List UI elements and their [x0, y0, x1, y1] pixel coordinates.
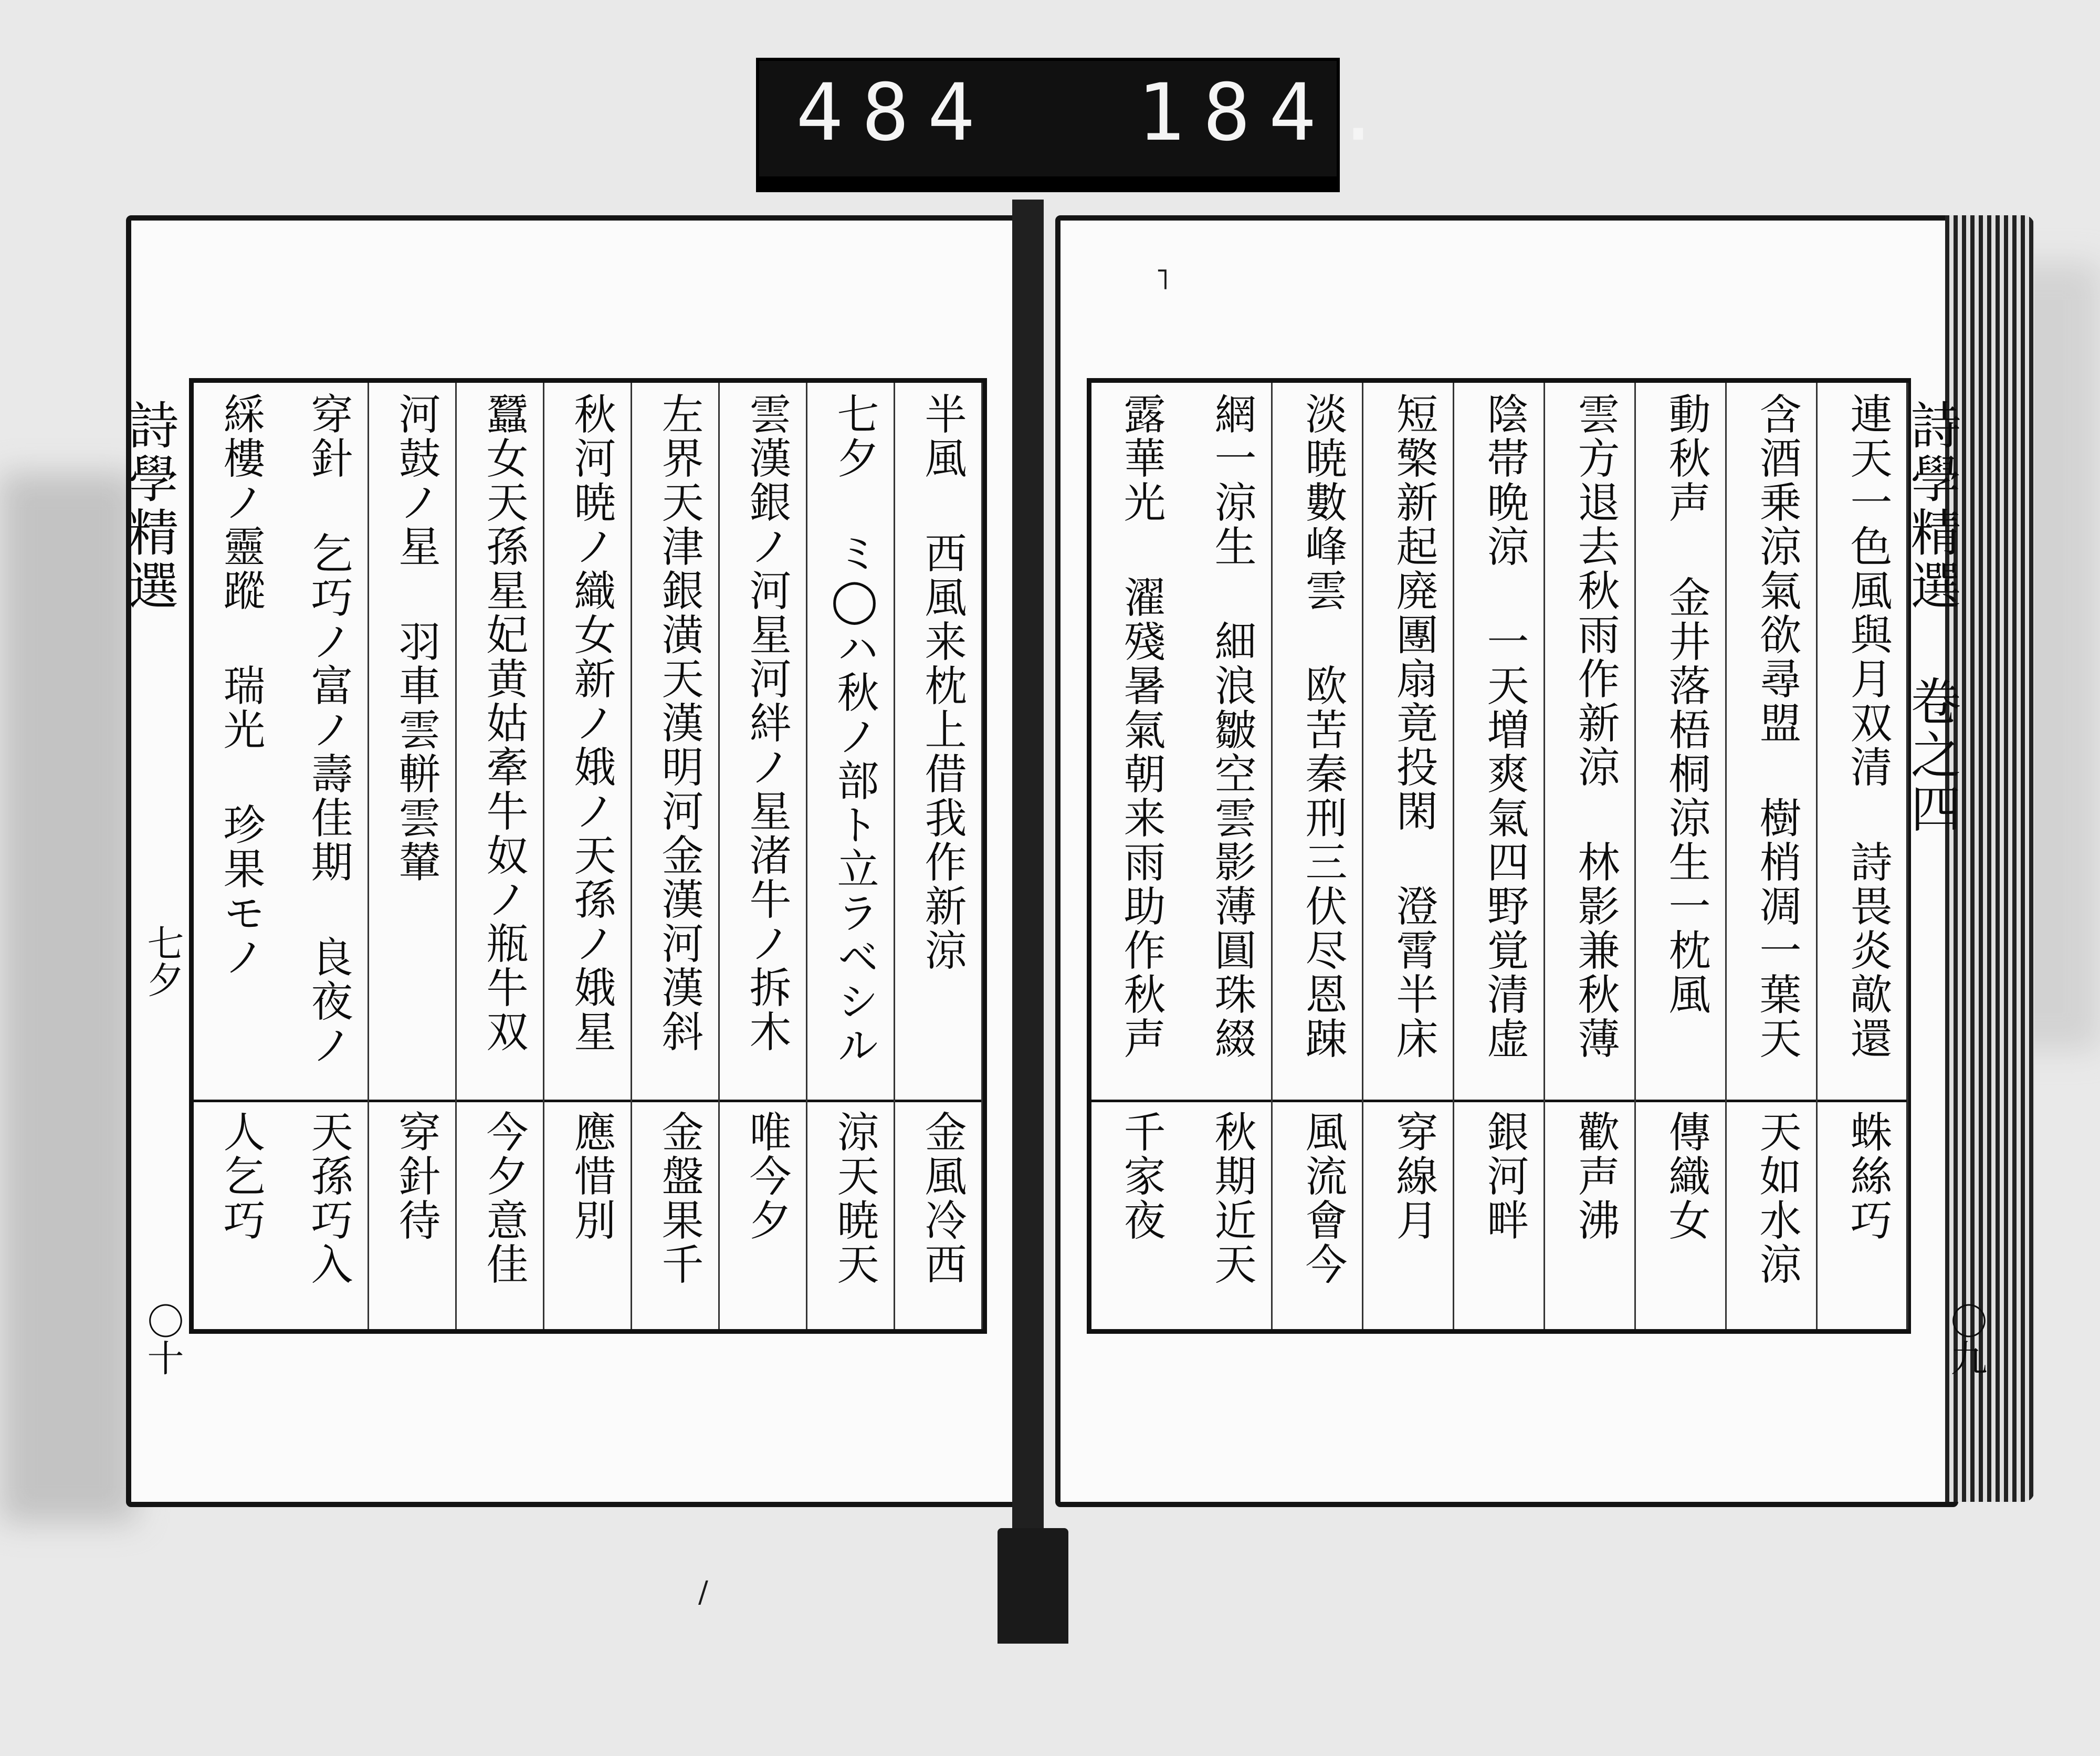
column-upper-text: 蠶女天孫星妃黄姑牽牛奴ノ瓶牛双	[479, 392, 528, 1054]
column-lower-text: 銀河畔	[1480, 1110, 1529, 1242]
text-column	[1642, 383, 1727, 1329]
column-upper-text: 短檠新起廃團扇竟投閑 澄霄半床	[1389, 392, 1438, 1061]
column-lower-text: 今夕意佳	[479, 1110, 528, 1287]
column-lower-text: 涼天暁天	[830, 1110, 879, 1287]
column-lower-text: 天孫巧入	[304, 1110, 353, 1287]
text-column	[635, 383, 720, 1329]
column-upper-text: 雲方退去秋雨作新涼 林影兼秋薄	[1571, 392, 1620, 1061]
text-column	[1461, 383, 1545, 1329]
spine-binding	[998, 1528, 1068, 1644]
column-lower-text: 穿針待	[392, 1110, 440, 1242]
column-lower-text: 千家夜	[1117, 1110, 1166, 1242]
column-lower-text: 唯今夕	[742, 1110, 791, 1242]
column-lower-text: 蛛絲巧	[1843, 1110, 1892, 1242]
column-lower-text: 秋期近天	[1208, 1110, 1256, 1287]
column-lower-text: 人乞巧	[216, 1110, 265, 1242]
text-column	[723, 383, 807, 1329]
text-column	[898, 383, 983, 1329]
text-column	[460, 383, 544, 1329]
column-lower-text: 天如水涼	[1752, 1110, 1801, 1287]
column-upper-text: 陰帯晩涼 一天増爽氣四野覚清虚	[1480, 392, 1529, 1061]
right-page-title: 詩學精選 卷之四	[1903, 399, 1961, 836]
label-number-a: 484	[796, 67, 993, 159]
left-section-label: 七夕	[141, 924, 184, 998]
text-column	[1097, 383, 1180, 1329]
text-column	[811, 383, 895, 1329]
column-lower-text: 應惜別	[567, 1110, 616, 1242]
right-text-frame	[1087, 378, 1911, 1334]
left-folio-number: 〇十	[141, 1302, 184, 1376]
text-column	[1370, 383, 1454, 1329]
column-upper-text: 動秋声 金井落梧桐涼生一枕風	[1662, 392, 1710, 1017]
column-upper-text: 綵樓ノ靈蹤 瑞光 珍果モノ	[216, 392, 265, 979]
column-upper-text: 雲漢銀ノ河星河絆ノ星渚牛ノ拆木	[742, 392, 791, 1054]
column-upper-text: 含酒乗涼氣欲尋盟 樹梢凋一葉天	[1752, 392, 1801, 1061]
right-folio-number: 〇九	[1945, 1302, 1988, 1376]
column-upper-text: 七夕 ミ◯ハ秋ノ部ト立ラベシル	[830, 392, 879, 1068]
column-upper-text: 連天一色風與月双清 詩畏炎歊還	[1843, 392, 1892, 1061]
column-upper-text: 穿針 乞巧ノ富ノ壽佳期 良夜ノ	[304, 392, 353, 1068]
column-upper-text: 淡暁數峰雲 欧苦秦刑三伏尽恩踈	[1298, 392, 1347, 1061]
text-column	[372, 383, 457, 1329]
label-number-b: 184.	[1137, 67, 1401, 159]
book-spine	[1012, 200, 1044, 1544]
column-upper-text: 河鼓ノ星 羽車雲軿雲輦	[392, 392, 440, 884]
text-column	[1279, 383, 1363, 1329]
text-column	[197, 383, 280, 1329]
left-text-frame	[189, 378, 987, 1334]
left-page-title: 詩學精選	[120, 399, 179, 613]
pencil-mark: ˥	[1155, 263, 1170, 297]
column-upper-text: 半風 西風来枕上借我作新涼	[918, 392, 967, 973]
text-column	[1551, 383, 1636, 1329]
column-lower-text: 歡声沸	[1571, 1110, 1620, 1242]
column-lower-text: 金風冷西	[918, 1110, 967, 1287]
column-lower-text: 金盤果千	[655, 1110, 704, 1287]
column-upper-text: 網一涼生 細浪皺空雲影薄圓珠綴	[1208, 392, 1256, 1061]
column-lower-text: 穿線月	[1389, 1110, 1438, 1242]
pencil-mark: /	[698, 1575, 708, 1609]
column-upper-text: 秋河暁ノ織女新ノ娥ノ天孫ノ娥星	[567, 392, 616, 1054]
text-column	[1188, 383, 1273, 1329]
archive-label-plate	[756, 58, 1401, 192]
text-column	[548, 383, 632, 1329]
text-column	[285, 383, 369, 1329]
column-lower-text: 風流會今	[1298, 1110, 1347, 1287]
column-upper-text: 露華光 濯殘暑氣朝来雨助作秋声	[1117, 392, 1166, 1061]
text-column	[1733, 383, 1818, 1329]
column-lower-text: 傳織女	[1662, 1110, 1710, 1242]
text-column	[1824, 383, 1908, 1329]
column-upper-text: 左界天津銀潢天漢明河金漢河漢斜	[655, 392, 704, 1054]
